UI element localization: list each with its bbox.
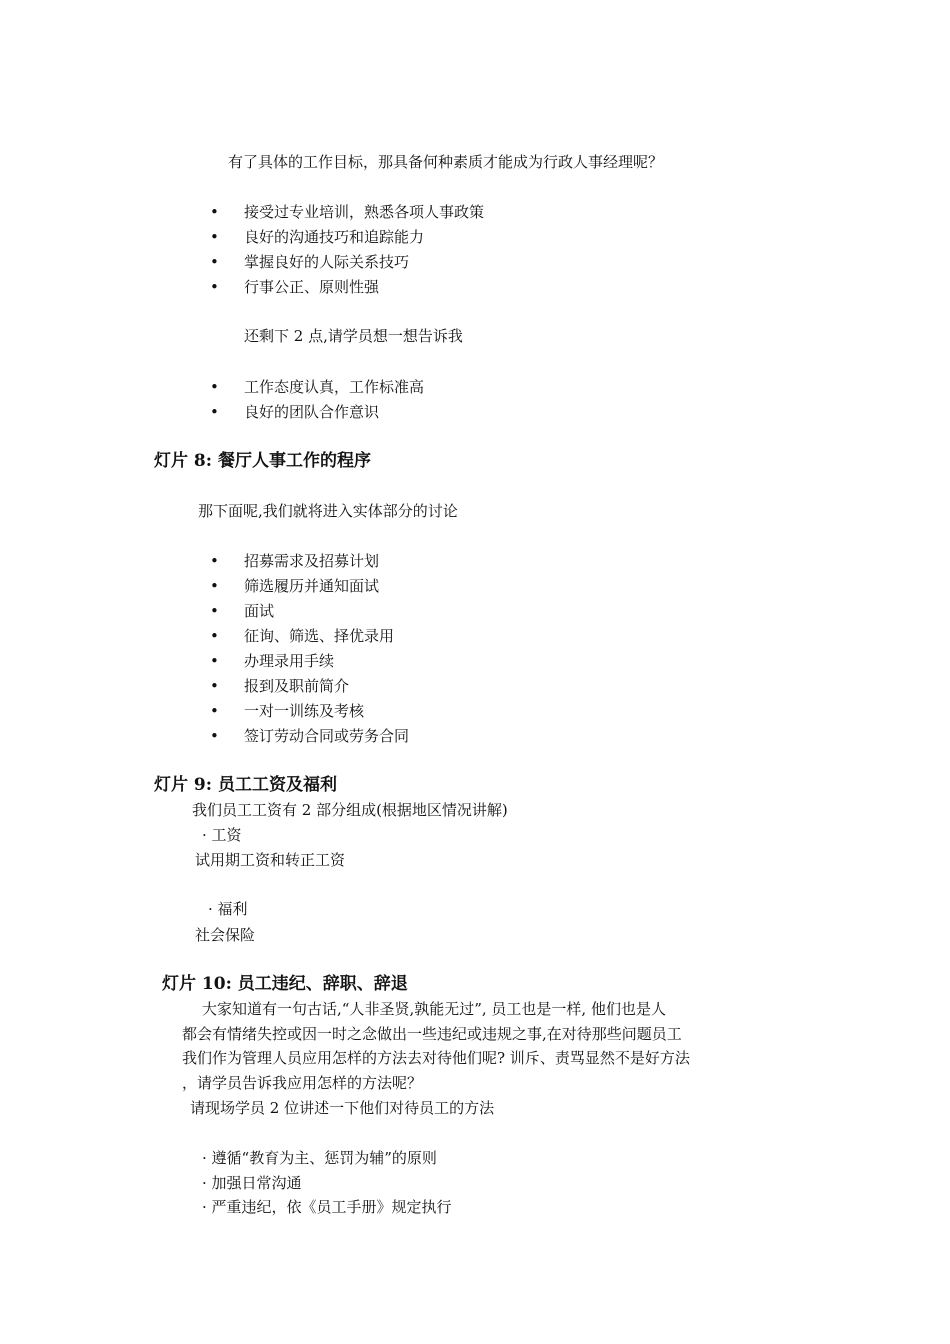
slide10-paragraph-line: 我们作为管理人员应用怎样的方法去对待他们呢? 训斥、责骂显然不是好方法 — [182, 1049, 690, 1067]
bullet-marker: • — [210, 228, 219, 246]
slide10-paragraph-line: 大家知道有一句古话,“人非圣贤,孰能无过”, 员工也是一样, 他们也是人 — [202, 1000, 666, 1018]
slide8-title: 灯片 8: 餐厅人事工作的程序 — [154, 451, 371, 471]
slide8-bullet: 征询、筛选、择优录用 — [244, 627, 395, 645]
bullet-marker: • — [210, 727, 219, 745]
slide9-title: 灯片 9: 员工工资及福利 — [154, 775, 337, 795]
slide8-bullet: 招募需求及招募计划 — [244, 552, 380, 570]
slide8-lead: 那下面呢,我们就将进入实体部分的讨论 — [198, 502, 458, 520]
bullet-marker: • — [210, 677, 219, 695]
slide8-bullet: 筛选履历并通知面试 — [244, 577, 380, 595]
slide8-bullet: 面试 — [244, 602, 275, 620]
bullet-marker: • — [210, 552, 219, 570]
intro-bullet: 良好的团队合作意识 — [244, 403, 380, 421]
bullet-marker: • — [210, 602, 219, 620]
slide10-item: · 遵循“教育为主、惩罚为辅”的原则 — [202, 1149, 437, 1167]
slide9-item-wages: · 工资 — [202, 826, 242, 844]
slide9-item-benefits-detail: 社会保险 — [195, 926, 256, 944]
slide10-item: · 严重违纪，依《员工手册》规定执行 — [202, 1198, 452, 1216]
slide9-lead: 我们员工工资有 2 部分组成(根据地区情况讲解) — [192, 801, 508, 819]
bullet-marker: • — [210, 702, 219, 720]
intro-bullet: 行事公正、原则性强 — [244, 278, 380, 296]
intro-question: 有了具体的工作目标，那具备何种素质才能成为行政人事经理呢？ — [228, 153, 664, 171]
slide8-bullet: 报到及职前简介 — [244, 677, 350, 695]
bullet-marker: • — [210, 203, 219, 221]
slide10-title: 灯片 10: 员工违纪、辞职、辞退 — [162, 974, 408, 994]
slide9-item-wages-detail: 试用期工资和转正工资 — [195, 851, 346, 869]
slide8-bullet: 签订劳动合同或劳务合同 — [244, 727, 410, 745]
bullet-marker: • — [210, 652, 219, 670]
intro-prompt: 还剩下 2 点,请学员想一想告诉我 — [244, 327, 463, 345]
intro-bullet: 工作态度认真，工作标准高 — [244, 378, 425, 396]
slide9-item-benefits: · 福利 — [208, 900, 248, 918]
bullet-marker: • — [210, 403, 219, 421]
slide10-prompt: 请现场学员 2 位讲述一下他们对待员工的方法 — [190, 1099, 495, 1117]
slide8-bullet: 办理录用手续 — [244, 652, 335, 670]
slide10-paragraph-line: ，请学员告诉我应用怎样的方法呢？ — [182, 1074, 423, 1092]
bullet-marker: • — [210, 378, 219, 396]
bullet-marker: • — [210, 278, 219, 296]
bullet-marker: • — [210, 577, 219, 595]
intro-bullet: 掌握良好的人际关系技巧 — [244, 253, 410, 271]
bullet-marker: • — [210, 627, 219, 645]
intro-bullet: 接受过专业培训，熟悉各项人事政策 — [244, 203, 485, 221]
bullet-marker: • — [210, 253, 219, 271]
slide8-bullet: 一对一训练及考核 — [244, 702, 365, 720]
slide10-item: · 加强日常沟通 — [202, 1174, 302, 1192]
slide10-paragraph-line: 都会有情绪失控或因一时之念做出一些违纪或违规之事,在对待那些问题员工 — [182, 1025, 682, 1043]
intro-bullet: 良好的沟通技巧和追踪能力 — [244, 228, 425, 246]
